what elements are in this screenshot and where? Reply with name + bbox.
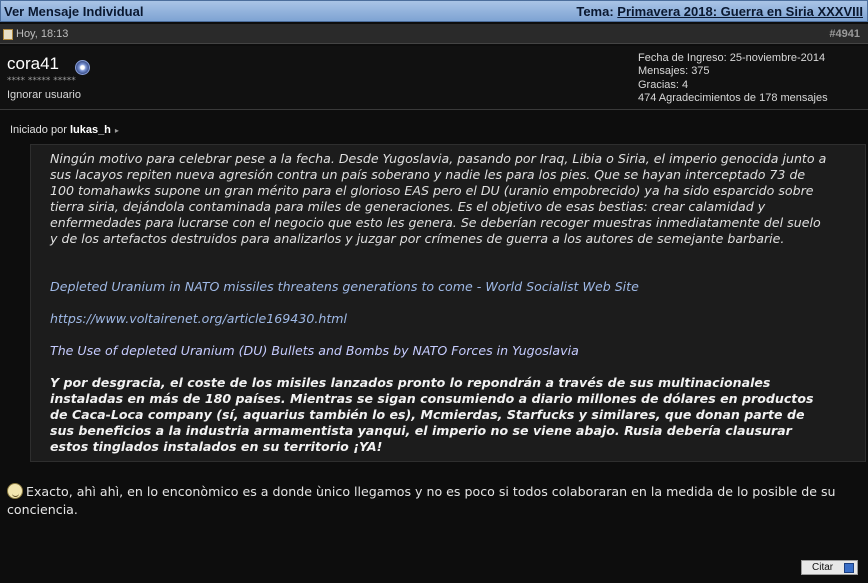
ignore-user-link[interactable]: Ignorar usuario — [7, 89, 81, 101]
post-number-link[interactable]: #4941 — [829, 28, 860, 40]
multiquote-icon — [844, 563, 854, 573]
post-meta-row — [0, 24, 868, 44]
quote-link-voltairenet[interactable]: https://www.voltairenet.org/article169430.html — [50, 311, 348, 326]
reply-text — [7, 483, 862, 519]
smiley-icon — [7, 483, 23, 499]
username-link[interactable]: cora41 — [7, 54, 59, 73]
reply-text-content: Exacto, ahì ahì, en lo enconòmico es a donde ùnico llegamos y no es poco si todos colaboraran en la medida de lo posible de su conciencia. — [7, 484, 836, 517]
quote-paragraph-1: Ningún motivo para celebrar pese a la fecha. Desde Yugoslavia, pasando por Iraq, Libia o Siria, el imperio genocida junto a sus lacayos repiten nueva agresión contra un país soberano y nadie les para los pies. Que se hayan interceptado 73 de 100 tomahawks supone un gran mérito para el glorioso EAS pero el DU (uranio empobrecido) ya ha sido esparcido sobre tierra siria, dejándola contaminada para miles de generaciones. Es el objetivo de esas bestias: crear calamidad y enfermedades para lucrarse con el negocio que esto les genera. Se deberían recoger muestras inmediatamente del suelo y de los artefactos destruidos para analizarlos y juzgar por crímenes de guerra a los autores de semejante barbarie. — [50, 151, 827, 246]
post-date: Hoy, 18:13 — [16, 28, 69, 40]
quote-jump-icon[interactable]: ▸ — [114, 126, 119, 135]
quote-reply-button[interactable] — [801, 560, 858, 575]
page-title: Ver Mensaje Individual — [4, 4, 144, 19]
quote-reply-label: Citar — [812, 562, 834, 573]
quote-started-label: Iniciado por — [10, 124, 67, 136]
thanks-count: Gracias: 4 — [638, 78, 689, 91]
quote-paragraph-2: Y por desgracia, el coste de los misiles lanzados pronto lo repondrán a través de sus multinacionales instaladas en más de 180 países. Mientras se sigan consumiendo a diario millones de dólares en productos de Caca-Loca company (sí, aquarius también lo es), Mcmierdas, Starfucks y similares, que donan parte de sus beneficios a la industria armamentista yanqui, el imperio no se viene abajo. Rusia debería clausurar estos tinglados instalados en su territorio ¡YA! — [50, 375, 814, 454]
user-stats — [638, 52, 828, 105]
thread-link[interactable]: Primavera 2018: Guerra en Siria XXXVIII — [617, 4, 863, 19]
theme-label: Tema: — [576, 4, 614, 19]
thread-header — [576, 4, 863, 19]
acknowledgements-count: 474 Agradecimientos de 178 mensajes — [638, 91, 828, 104]
join-date: Fecha de Ingreso: 25-noviembre-2014 — [638, 52, 826, 64]
online-status-icon — [75, 60, 90, 75]
quote-box — [30, 144, 866, 462]
quote-link-du-yugoslavia[interactable]: The Use of depleted Uranium (DU) Bullets and Bombs by NATO Forces in Yugoslavia — [50, 343, 579, 358]
quote-link-wsws[interactable]: Depleted Uranium in NATO missiles threatens generations to come - World Socialist Web Site — [50, 279, 639, 294]
user-info-bar — [0, 46, 868, 110]
post-icon — [3, 29, 13, 40]
post-count: Mensajes: 375 — [638, 65, 710, 78]
window-titlebar — [0, 0, 868, 22]
quote-header — [10, 124, 119, 136]
post-body — [0, 112, 868, 583]
quote-author: lukas_h — [69, 124, 111, 136]
user-rank-stars: **** ***** ***** — [7, 76, 76, 86]
